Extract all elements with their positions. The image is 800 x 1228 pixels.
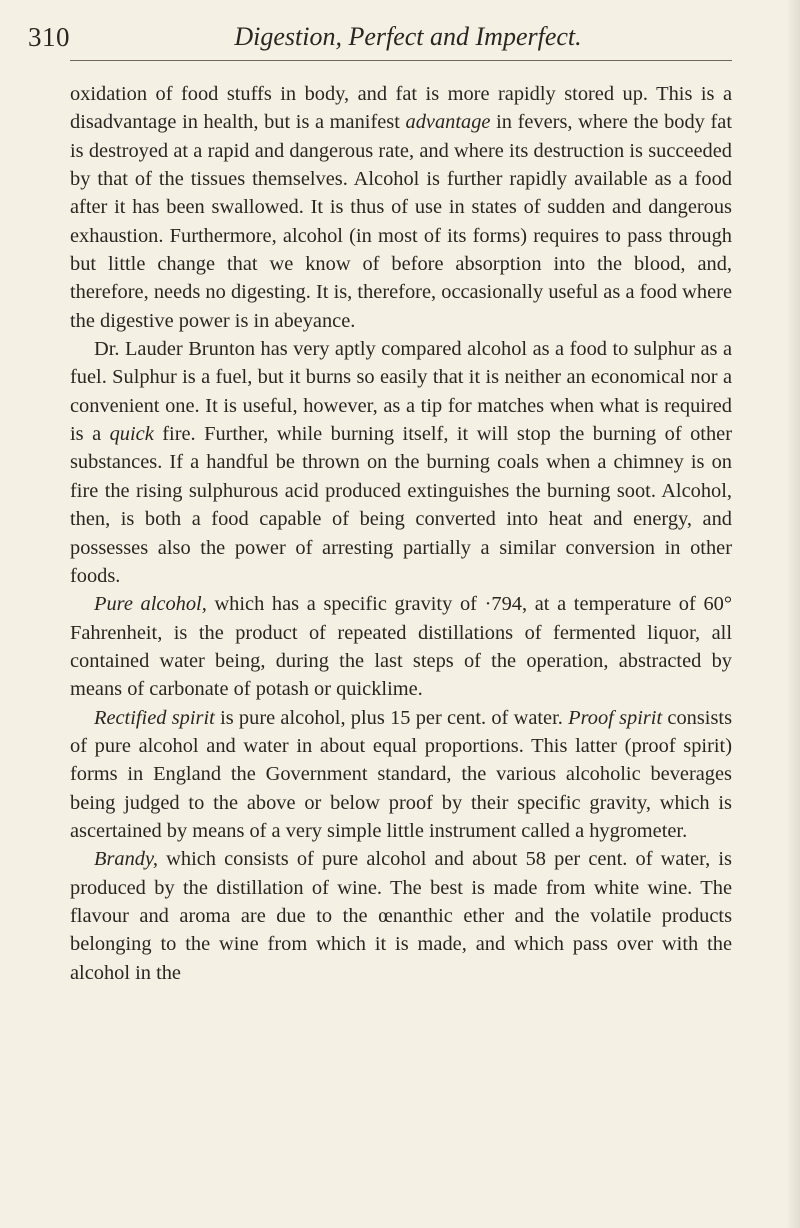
running-title: Digestion, Perfect and Imperfect.: [234, 22, 582, 51]
term-rectified-spirit: Rectified spirit: [94, 706, 215, 729]
term-brandy: Brandy,: [94, 848, 158, 871]
page-header: [28, 22, 748, 58]
term-pure-alcohol: Pure alcohol,: [94, 593, 207, 616]
header-rule: [70, 60, 732, 61]
page-edge-shadow: [786, 0, 800, 1228]
page-number: 310: [28, 22, 70, 52]
paragraph-pure-alcohol: Pure alcohol, which has a specific gravity of ·794, at a temperature of 60° Fahrenheit, is the product of repeated distillations of fermented liquor, all contained water being, during the last steps of the operation, abstracted by means of carbonate of potash or quicklime.: [70, 593, 732, 701]
body-text: [70, 80, 732, 987]
paragraph-brandy: Brandy, which consists of pure alcohol and about 58 per cent. of water, is produced by the distillation of wine. The best is made from white wine. The flavour and aroma are due to the œnanthic ether and the volatile products belonging to the wine from which it is made, and which pass over with the alcohol in the: [70, 848, 732, 984]
paragraph-rectified-spirit: Rectified spirit is pure alcohol, plus 15 per cent. of water. Proof spirit consists of pure alcohol and water in about equal proportions. This latter (proof spirit) forms in England the Government standard, the various alcoholic beverages being judged to the above or below proof by their specific gravity, which is ascertained by means of a very simple little instrument called a hygrometer.: [70, 706, 732, 842]
term-proof-spirit: Proof spirit: [568, 706, 663, 729]
emphasis-advantage: advantage: [405, 111, 491, 134]
paragraph-fat-oxidation: oxidation of food stuffs in body, and fat is more rapidly stored up. This is a disadvantage in health, but is a manifest advantage in fevers, where the body fat is destroyed at a rapid and dangerous rate, and where its destruction is succeeded by that of the tissues themselves. Alcohol is further rapidly available as a food after it has been swallowed. It is thus of use in states of sudden and dangerous exhaustion. Furthermore, alcohol (in most of its forms) requires to pass through but little change that we know of before absorption into the blood, and, therefore, needs no digesting. It is, therefore, occasionally useful as a food where the digestive power is in abeyance.: [70, 83, 732, 332]
emphasis-quick: quick: [109, 423, 154, 446]
paragraph-brunton-comparison: Dr. Lauder Brunton has very aptly compared alcohol as a food to sulphur as a fuel. Sulphur is a fuel, but it burns so easily that it is neither an economical nor a convenient one. It is useful, however, as a tip for matches when what is required is a quick fire. Further, while burning itself, it will stop the burning of other substances. If a handful be thrown on the burning coals when a chimney is on fire the rising sulphurous acid produced extinguishes the burning soot. Alcohol, then, is both a food capable of being converted into heat and energy, and possesses also the power of arresting partially a similar conversion in other foods.: [70, 338, 732, 587]
